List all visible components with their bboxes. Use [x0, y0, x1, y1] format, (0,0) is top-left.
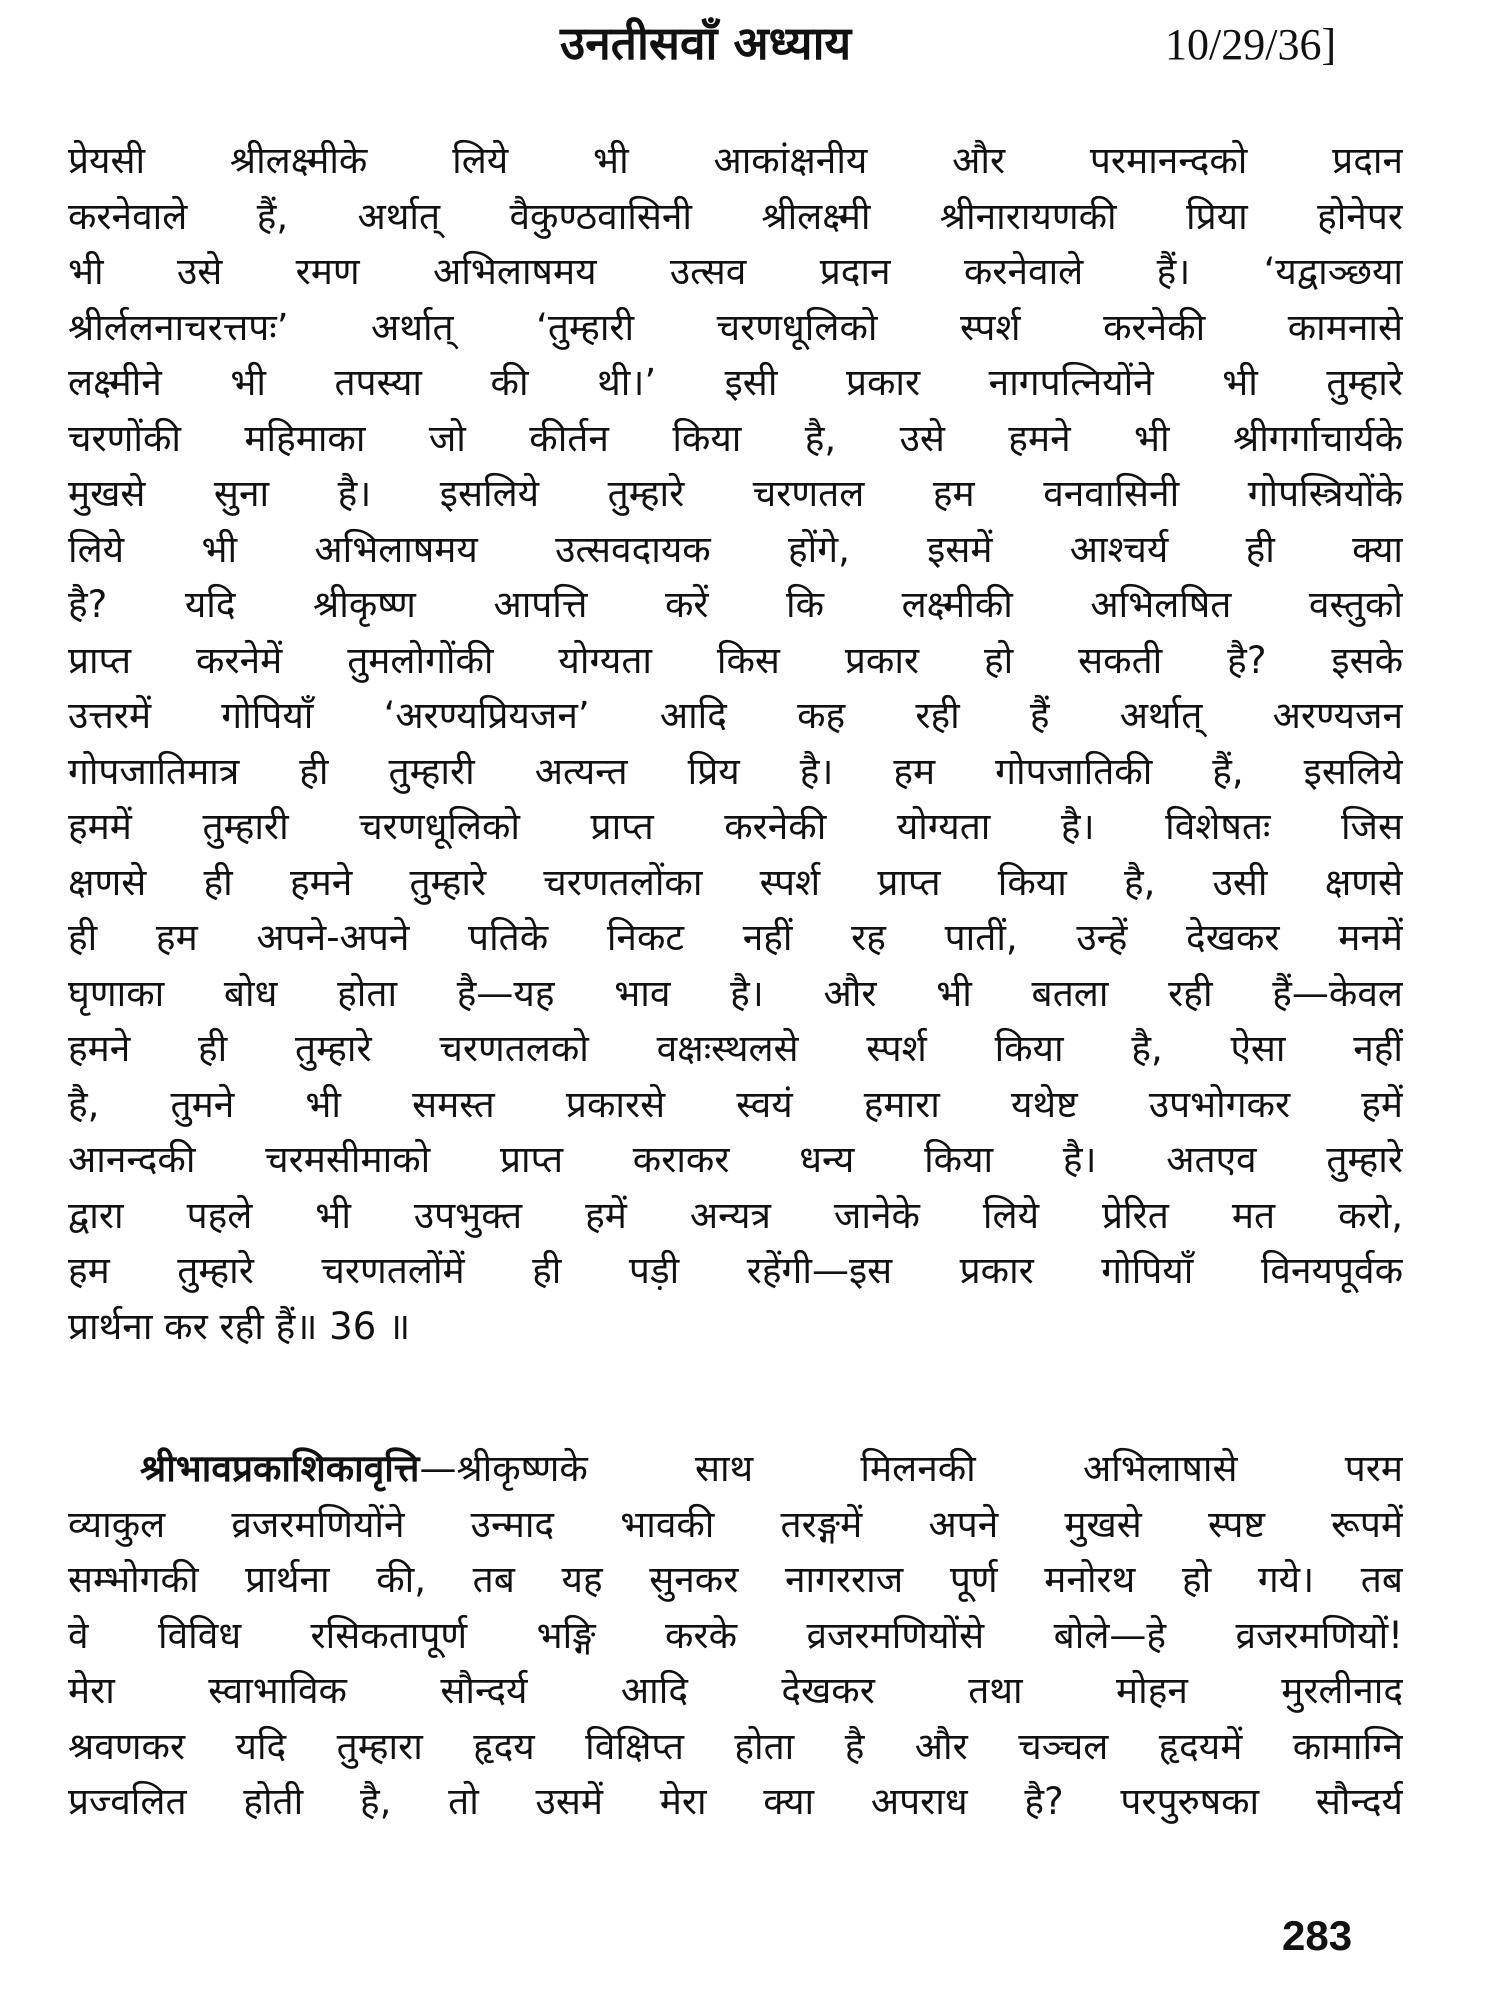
- paragraph-first-line: [68, 1441, 1403, 1497]
- text-line: मुखसे सुना है। इसलिये तुम्हारे चरणतल हम वनवासिनी गोपस्त्रियोंके: [68, 472, 1403, 515]
- text-line: लिये भी अभिलाषमय उत्सवदायक होंगे, इसमें आश्चर्य ही क्या: [68, 527, 1403, 571]
- text-line: चरणोंकी महिमाका जो कीर्तन किया है, उसे हमने भी श्रीगर्गाचार्यके: [68, 416, 1403, 460]
- text-line: है, तुमने भी समस्त प्रकारसे स्वयं हमारा यथेष्ट उपभोगकर हमें: [68, 1082, 1403, 1126]
- text-line: है? यदि श्रीकृष्ण आपत्ति करें कि लक्ष्मीकी अभिलषित वस्तुको: [68, 583, 1403, 626]
- text-line: ही हम अपने-अपने पतिके निकट नहीं रह पातीं, उन्हें देखकर मनमें: [68, 916, 1403, 959]
- text-line: हम तुम्हारे चरणतलोंमें ही पड़ी रहेंगी—इस प्रकार गोपियाँ विनयपूर्वक: [68, 1249, 1403, 1292]
- verse-reference: 10/29/36]: [1165, 20, 1337, 69]
- text-line: उत्तरमें गोपियाँ ‘अरण्यप्रियजन’ आदि कह रही हैं अर्थात् अरण्यजन: [68, 694, 1403, 737]
- text-line: गोपजातिमात्र ही तुम्हारी अत्यन्त प्रिय है। हम गोपजातिकी हैं, इसलिये: [68, 749, 1403, 793]
- text-line: द्वारा पहले भी उपभुक्त हमें अन्यत्र जानेके लिये प्रेरित मत करो,: [68, 1193, 1403, 1237]
- text-line: श्रीर्ललनाचरत्तपः’ अर्थात् ‘तुम्हारी चरणधूलिको स्पर्श करनेकी कामनासे: [68, 305, 1403, 349]
- text-run: —श्रीकृष्णके साथ मिलनकी अभिलाषासे परम: [419, 1447, 1403, 1490]
- text-line: हममें तुम्हारी चरणधूलिको प्राप्त करनेकी योग्यता है। विशेषतः जिस: [68, 805, 1403, 848]
- text-line: मेरा स्वाभाविक सौन्दर्य आदि देखकर तथा मोहन मुरलीनाद: [68, 1669, 1403, 1712]
- text-line: हमने ही तुम्हारे चरणतलको वक्षःस्थलसे स्पर्श किया है, ऐसा नहीं: [68, 1027, 1403, 1070]
- text-line: प्राप्त करनेमें तुमलोगोंकी योग्यता किस प्रकार हो सकती है? इसके: [68, 638, 1403, 682]
- bhavaprakashika-paragraph: [68, 1441, 1403, 1830]
- text-line: प्रार्थना कर रही हैं॥ 36 ॥: [68, 1304, 411, 1348]
- text-line: वे विविध रसिकतापूर्ण भङ्गि करके व्रजरमणियोंसे बोले—हे व्रजरमणियों!: [68, 1613, 1403, 1657]
- page-number: 283: [1282, 1912, 1353, 1959]
- text-line: श्रवणकर यदि तुम्हारा हृदय विक्षिप्त होता है और चञ्चल हृदयमें कामाग्नि: [68, 1724, 1403, 1768]
- text-line: भी उसे रमण अभिलाषमय उत्सव प्रदान करनेवाले हैं। ‘यद्वाञ्छया: [68, 250, 1403, 293]
- text-line: करनेवाले हैं, अर्थात् वैकुण्ठवासिनी श्रीलक्ष्मी श्रीनारायणकी प्रिया होनेपर: [68, 194, 1403, 238]
- text-line: लक्ष्मीने भी तपस्या की थी।’ इसी प्रकार नागपत्नियोंने भी तुम्हारे: [68, 361, 1403, 404]
- text-line: प्रज्वलित होती है, तो उसमें मेरा क्या अपराध है? परपुरुषका सौन्दर्य: [68, 1780, 1403, 1823]
- commentary-heading: श्रीभावप्रकाशिकावृत्ति: [140, 1447, 420, 1490]
- commentary-paragraph: [68, 133, 1403, 1354]
- text-line: घृणाका बोध होता है—यह भाव है। और भी बतला रही हैं—केवल: [68, 971, 1403, 1015]
- chapter-title: उनतीसवाँ अध्याय: [560, 16, 852, 70]
- text-line: प्रेयसी श्रीलक्ष्मीके लिये भी आकांक्षनीय और परमानन्दको प्रदान: [68, 139, 1403, 182]
- text-line: क्षणसे ही हमने तुम्हारे चरणतलोंका स्पर्श प्राप्त किया है, उसी क्षणसे: [68, 860, 1403, 904]
- text-line: सम्भोगकी प्रार्थना की, तब यह सुनकर नागरराज पूर्ण मनोरथ हो गये। तब: [68, 1558, 1403, 1601]
- text-line: आनन्दकी चरमसीमाको प्राप्त कराकर धन्य किया है। अतएव तुम्हारे: [68, 1138, 1403, 1181]
- text-line: व्याकुल व्रजरमणियोंने उन्माद भावकी तरङ्गमें अपने मुखसे स्पष्ट रूपमें: [68, 1502, 1403, 1546]
